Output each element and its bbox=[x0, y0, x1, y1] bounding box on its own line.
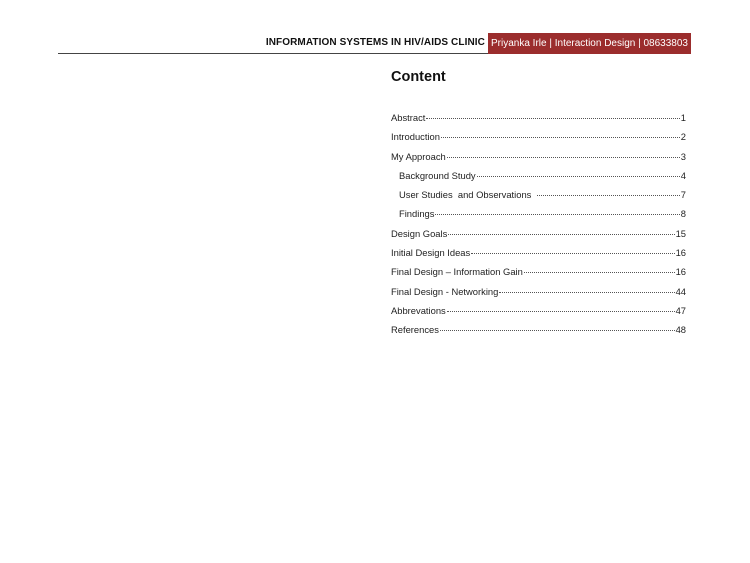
toc-entry bbox=[391, 131, 686, 150]
table-of-contents bbox=[391, 112, 686, 344]
toc-entry-label: Introduction bbox=[391, 131, 440, 143]
toc-entry-page: 1 bbox=[680, 112, 686, 123]
toc-dot-leader bbox=[435, 214, 679, 215]
toc-entry bbox=[391, 112, 686, 131]
toc-entry-label: Initial Design Ideas bbox=[391, 247, 471, 259]
toc-entry-label: Background Study bbox=[399, 169, 476, 181]
toc-entry-page: 15 bbox=[675, 227, 686, 239]
toc-entry-page: 2 bbox=[680, 131, 686, 143]
toc-entry-label: Findings bbox=[399, 208, 435, 220]
header-title: INFORMATION SYSTEMS IN HIV/AIDS CLINIC bbox=[265, 37, 485, 48]
toc-entry-label: User Studies and Observations bbox=[399, 189, 532, 201]
toc-entry bbox=[391, 266, 686, 285]
toc-entry bbox=[391, 247, 686, 266]
toc-entry-page: 48 bbox=[675, 324, 686, 336]
toc-dot-leader bbox=[440, 330, 675, 331]
toc-entry bbox=[391, 228, 686, 247]
toc-entry-page: 44 bbox=[675, 285, 686, 297]
toc-subentry bbox=[391, 170, 686, 189]
toc-entry bbox=[391, 151, 686, 170]
toc-entry-page: 7 bbox=[680, 189, 686, 201]
toc-entry bbox=[391, 305, 686, 324]
toc-dot-leader bbox=[441, 137, 680, 138]
toc-dot-leader bbox=[448, 234, 674, 235]
toc-entry bbox=[391, 286, 686, 305]
toc-dot-leader bbox=[447, 157, 680, 158]
toc-entry-page: 4 bbox=[680, 169, 686, 181]
toc-entry-label: Design Goals bbox=[391, 227, 448, 239]
toc-entry-label: Final Design - Networking bbox=[391, 285, 499, 297]
toc-entry bbox=[391, 324, 686, 343]
toc-dot-leader bbox=[477, 176, 680, 177]
toc-entry-page: 8 bbox=[680, 208, 686, 220]
toc-entry-label: Abbrevations bbox=[391, 304, 446, 316]
toc-dot-leader bbox=[537, 195, 679, 196]
toc-dot-leader bbox=[447, 311, 675, 312]
toc-entry-page: 16 bbox=[675, 266, 686, 278]
toc-dot-leader bbox=[471, 253, 674, 254]
toc-dot-leader bbox=[524, 272, 675, 273]
header-author-box: Priyanka Irle | Interaction Design | 08633803 bbox=[488, 33, 691, 54]
page-header bbox=[58, 33, 691, 54]
toc-subentry bbox=[391, 208, 686, 227]
toc-entry-page: 47 bbox=[675, 304, 686, 316]
toc-heading: Content bbox=[391, 69, 446, 85]
toc-entry-page: 3 bbox=[680, 150, 686, 162]
toc-subentry bbox=[391, 189, 686, 208]
toc-entry-page: 16 bbox=[675, 247, 686, 259]
toc-entry-label: References bbox=[391, 324, 439, 336]
toc-entry-label: My Approach bbox=[391, 150, 446, 162]
toc-dot-leader bbox=[499, 292, 674, 293]
toc-entry-label: Final Design – Information Gain bbox=[391, 266, 523, 278]
toc-entry-label: Abstract bbox=[391, 112, 426, 123]
toc-dot-leader bbox=[426, 118, 679, 119]
